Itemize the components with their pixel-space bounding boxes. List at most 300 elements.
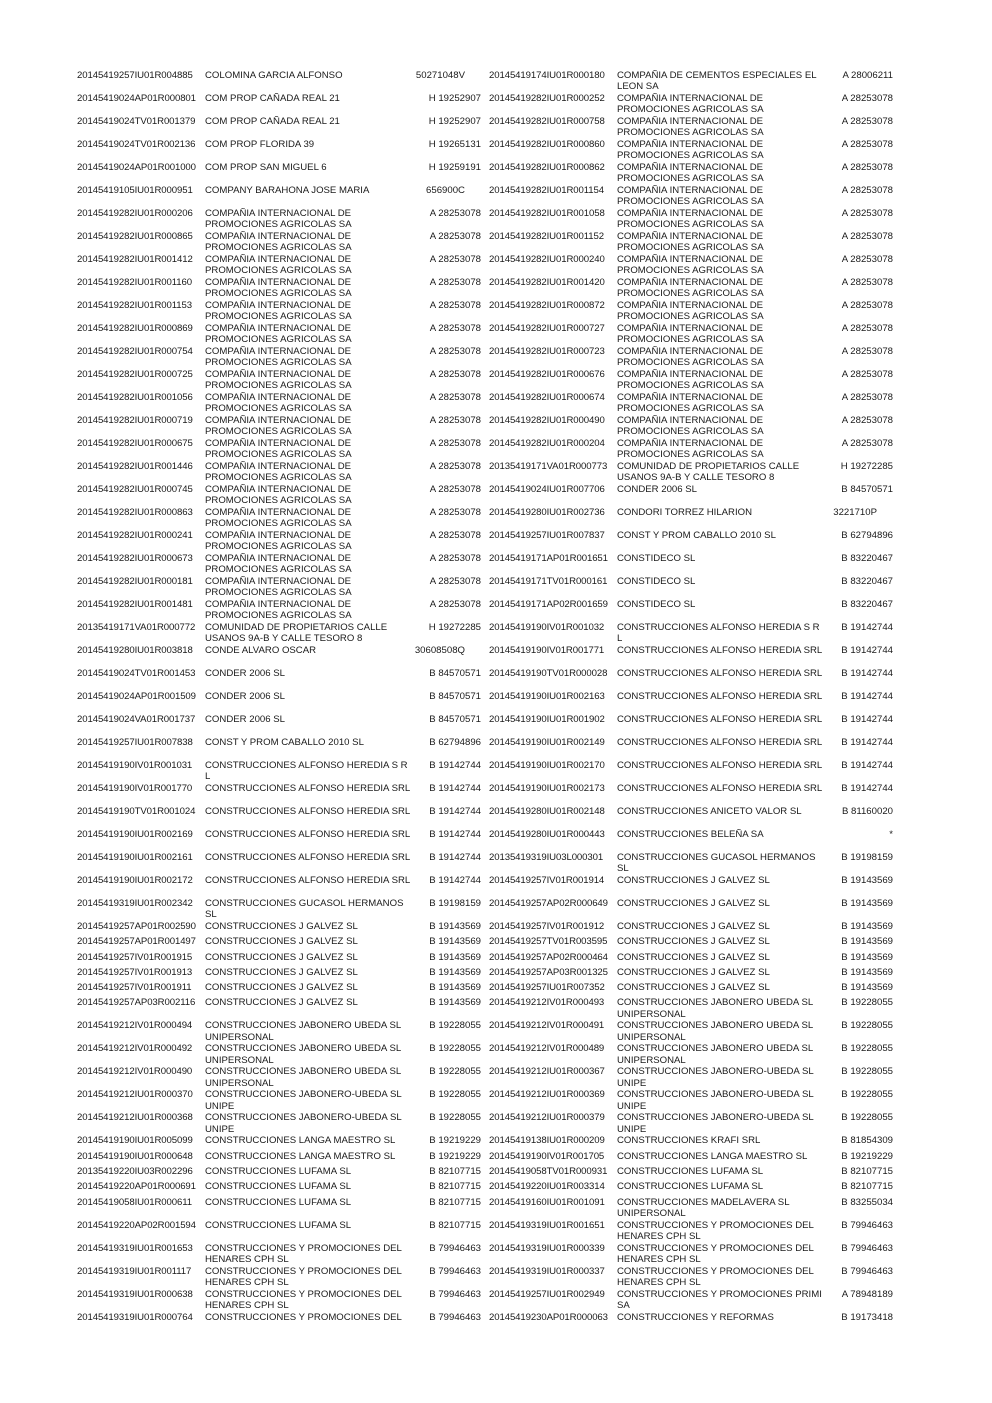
holder-name: CONSTRUCCIONES JABONERO UBEDA SL UNIPERSONAL: [205, 1043, 401, 1066]
tax-id: B 19142744: [429, 829, 481, 840]
holder-name: CONSTRUCCIONES ALFONSO HEREDIA SRL: [617, 645, 823, 656]
list-item: [77, 921, 487, 936]
holder-name: COMPAÑIA INTERNACIONAL DE PROMOCIONES AGRICOLAS SA: [205, 254, 352, 277]
record-code: 20145419190IV01R001032: [489, 622, 605, 633]
list-item: [77, 622, 487, 645]
list-item: [77, 1112, 487, 1135]
tax-id: B 19219229: [429, 1150, 481, 1162]
list-item: [77, 645, 487, 668]
record-code: 20135419319IU03L000301: [489, 852, 604, 863]
holder-name: CONSTRUCCIONES BELEÑA SA: [617, 829, 764, 840]
record-code: 20145419319IU01R001651: [489, 1219, 605, 1231]
holder-name: CONSTRUCCIONES J GALVEZ SL: [617, 898, 770, 909]
record-code: 20145419282IU01R000725: [77, 369, 193, 380]
holder-name: CONSTRUCCIONES JABONERO UBEDA SL UNIPERSONAL: [617, 997, 813, 1020]
record-code: 20145419212IV01R000490: [77, 1066, 193, 1078]
list-item: [489, 982, 899, 997]
tax-id: B 19143569: [429, 936, 481, 948]
tax-id: B 19143569: [841, 921, 893, 932]
list-item: [77, 346, 487, 369]
tax-id: B 19142744: [841, 714, 893, 725]
tax-id: A 28253078: [429, 392, 481, 403]
holder-name: COMPAÑIA INTERNACIONAL DE PROMOCIONES AGRICOLAS SA: [617, 185, 764, 208]
holder-name: COMPAÑIA INTERNACIONAL DE PROMOCIONES AGRICOLAS SA: [205, 346, 352, 369]
record-code: 20145419212IU01R000370: [77, 1089, 193, 1101]
tax-id: A 28253078: [429, 576, 481, 587]
holder-name: CONSTRUCCIONES LANGA MAESTRO SL: [205, 1150, 396, 1162]
record-code: 20145419212IV01R000489: [489, 1043, 605, 1055]
holder-name: CONDORI TORREZ HILARION: [617, 507, 753, 518]
list-item: [77, 415, 487, 438]
list-item: [489, 599, 899, 622]
tax-id: B 19142744: [841, 760, 893, 771]
holder-name: CONSTRUCCIONES J GALVEZ SL: [205, 997, 358, 1009]
record-code: 20145419282IU01R000860: [489, 139, 605, 150]
list-item: [77, 553, 487, 576]
holder-name: CONSTRUCCIONES ALFONSO HEREDIA S R L: [205, 760, 408, 783]
tax-id: H 19272285: [428, 622, 481, 633]
record-code: 20145419282IU01R001154: [489, 185, 604, 196]
record-code: 20145419190IU01R005099: [77, 1135, 193, 1147]
holder-name: CONDER 2006 SL: [205, 714, 285, 725]
holder-name: CONSTRUCCIONES JABONERO-UBEDA SL UNIPE: [617, 1112, 814, 1135]
record-code: 20145419282IU01R000862: [489, 162, 605, 173]
list-item: [77, 300, 487, 323]
record-code: 20145419282IU01R000241: [77, 530, 193, 541]
tax-id: B 19143569: [841, 951, 893, 963]
list-item: [77, 1220, 487, 1243]
record-code: 20145419319IU01R000764: [77, 1311, 193, 1323]
record-code: 20145419282IU01R000758: [489, 116, 605, 127]
holder-name: COMPAÑIA INTERNACIONAL DE PROMOCIONES AGRICOLAS SA: [617, 415, 764, 438]
list-item: [489, 346, 899, 369]
holder-name: CONSTRUCCIONES LUFAMA SL: [205, 1196, 352, 1208]
list-item: [489, 952, 899, 967]
holder-name: CONSTRUCCIONES LUFAMA SL: [205, 1181, 352, 1193]
record-code: 20145419212IU01R000369: [489, 1089, 605, 1101]
record-code: 20145419282IU01R000865: [77, 231, 193, 242]
holder-name: CONSTRUCCIONES J GALVEZ SL: [617, 966, 770, 978]
holder-name: COMPAÑIA INTERNACIONAL DE PROMOCIONES AGRICOLAS SA: [205, 576, 352, 599]
record-code: 20145419024TV01R001379: [77, 116, 196, 127]
list-item: [489, 231, 899, 254]
holder-name: CONSTIDECO SL: [617, 576, 696, 587]
list-item: [77, 461, 487, 484]
tax-id: B 79946463: [429, 1265, 481, 1277]
record-code: 20145419282IU01R000754: [77, 346, 193, 357]
list-item: [77, 162, 487, 185]
list-item: [489, 875, 899, 898]
tax-id: A 28253078: [841, 300, 893, 311]
tax-id: B 19228055: [841, 1089, 893, 1101]
list-item: [77, 829, 487, 852]
list-item: [77, 783, 487, 806]
record-code: 20145419160IU01R001091: [489, 1196, 605, 1208]
holder-name: CONSTRUCCIONES LUFAMA SL: [617, 1181, 764, 1193]
list-item: [489, 1112, 899, 1135]
list-item: [489, 1243, 899, 1266]
holder-name: CONSTRUCCIONES GUCASOL HERMANOS SL: [617, 852, 816, 875]
record-code: 20145419220AP02R001594: [77, 1219, 196, 1231]
tax-id: B 82107715: [429, 1181, 481, 1193]
tax-id: A 28253078: [841, 139, 893, 150]
tax-id: B 84570571: [429, 714, 481, 725]
record-code: 20145419190IU01R002173: [489, 783, 605, 794]
holder-name: CONDER 2006 SL: [205, 691, 285, 702]
list-item: [489, 70, 899, 93]
tax-id: A 28253078: [841, 392, 893, 403]
list-item: [77, 277, 487, 300]
record-code: 20145419024IU01R007706: [489, 484, 605, 495]
record-code: 20145419220AP01R000691: [77, 1181, 196, 1193]
record-code: 20135419171VA01R000772: [77, 622, 196, 633]
holder-name: CONSTRUCCIONES Y PROMOCIONES DEL HENARES CPH SL: [205, 1265, 402, 1288]
list-item: [489, 461, 899, 484]
holder-name: COMPAÑIA INTERNACIONAL DE PROMOCIONES AGRICOLAS SA: [205, 438, 352, 461]
holder-name: COMPAÑIA INTERNACIONAL DE PROMOCIONES AGRICOLAS SA: [205, 231, 352, 254]
list-item: [489, 806, 899, 829]
tax-id: B 84570571: [429, 668, 481, 679]
list-item: [489, 967, 899, 982]
list-item: [77, 760, 487, 783]
record-code: 20145419282IU01R001481: [77, 599, 193, 610]
record-code: 20145419190IU01R002169: [77, 829, 193, 840]
record-code: 20145419257AP02R000649: [489, 898, 608, 909]
record-code: 20145419282IU01R001420: [489, 277, 605, 288]
tax-id: 50271048V: [415, 70, 465, 81]
record-code: 20145419319IU01R000337: [489, 1265, 605, 1277]
holder-name: CONSTIDECO SL: [617, 553, 696, 564]
list-item: [77, 952, 487, 967]
record-code: 20145419220IU01R003314: [489, 1181, 605, 1193]
holder-name: COMPAÑIA INTERNACIONAL DE PROMOCIONES AGRICOLAS SA: [205, 461, 352, 484]
tax-id: A 28253078: [429, 369, 481, 380]
holder-name: CONSTRUCCIONES MADELAVERA SL UNIPERSONAL: [617, 1196, 790, 1219]
record-code: 20145419024VA01R001737: [77, 714, 196, 725]
tax-id: B 19143569: [429, 951, 481, 963]
record-code: 20145419282IU01R001412: [77, 254, 193, 265]
holder-name: CONSTRUCCIONES J GALVEZ SL: [617, 921, 770, 932]
record-code: 20145419190TV01R000028: [489, 668, 608, 679]
tax-id: B 19142744: [429, 760, 481, 771]
tax-id: A 28253078: [841, 116, 893, 127]
record-code: 20145419282IU01R000872: [489, 300, 605, 311]
list-item: [489, 829, 899, 852]
list-item: [77, 507, 487, 530]
record-code: 20145419024TV01R002136: [77, 139, 196, 150]
list-item: [489, 852, 899, 875]
tax-id: B 81160020: [841, 806, 893, 817]
holder-name: COMPAÑIA INTERNACIONAL DE PROMOCIONES AGRICOLAS SA: [205, 484, 352, 507]
record-code: 20145419257IV01R001912: [489, 921, 605, 932]
holder-name: CONSTRUCCIONES LANGA MAESTRO SL: [617, 1150, 808, 1162]
record-code: 20145419282IU01R000674: [489, 392, 605, 403]
tax-id: A 28253078: [429, 507, 481, 518]
holder-name: CONSTIDECO SL: [617, 599, 696, 610]
record-code: 20145419257IU01R007837: [489, 530, 605, 541]
tax-id: B 19142744: [429, 783, 481, 794]
record-code: 20145419174IU01R000180: [489, 70, 605, 81]
holder-name: CONSTRUCCIONES JABONERO-UBEDA SL UNIPE: [617, 1066, 814, 1089]
holder-name: COMPAÑIA INTERNACIONAL DE PROMOCIONES AGRICOLAS SA: [617, 323, 764, 346]
holder-name: COM PROP SAN MIGUEL 6: [205, 162, 327, 173]
tax-id: B 84570571: [841, 484, 893, 495]
record-code: 20145419257AP03R002116: [77, 997, 196, 1009]
holder-name: COMPAÑIA INTERNACIONAL DE PROMOCIONES AGRICOLAS SA: [617, 369, 764, 392]
record-code: 20145419282IU01R000240: [489, 254, 605, 265]
list-item: [489, 300, 899, 323]
list-item: [77, 691, 487, 714]
record-code: 20145419190IU01R002163: [489, 691, 605, 702]
record-code: 20145419024TV01R001453: [77, 668, 196, 679]
tax-id: B 19228055: [429, 1043, 481, 1055]
tax-id: B 19143569: [429, 997, 481, 1009]
list-item: [489, 783, 899, 806]
record-code: 20145419190IU01R000648: [77, 1150, 193, 1162]
holder-name: CONSTRUCCIONES ALFONSO HEREDIA SRL: [617, 714, 823, 725]
holder-name: CONST Y PROM CABALLO 2010 SL: [617, 530, 776, 541]
holder-name: CONSTRUCCIONES ALFONSO HEREDIA SRL: [617, 691, 823, 702]
tax-id: B 19198159: [841, 852, 893, 863]
list-item: [489, 162, 899, 185]
holder-name: CONSTRUCCIONES ALFONSO HEREDIA SRL: [205, 875, 411, 886]
tax-id: A 78948189: [841, 1288, 893, 1300]
record-code: 20145419212IV01R000493: [489, 997, 605, 1009]
tax-id: B 83220467: [841, 576, 893, 587]
holder-name: COMPAÑIA INTERNACIONAL DE PROMOCIONES AGRICOLAS SA: [617, 208, 764, 231]
record-code: 20145419282IU01R000673: [77, 553, 193, 564]
holder-name: COMPAÑIA INTERNACIONAL DE PROMOCIONES AGRICOLAS SA: [617, 93, 764, 116]
tax-id: A 28253078: [841, 369, 893, 380]
holder-name: COMUNIDAD DE PROPIETARIOS CALLE USANOS 9A-B Y CALLE TESORO 8: [617, 461, 800, 484]
holder-name: CONSTRUCCIONES ANICETO VALOR SL: [617, 806, 802, 817]
list-item: [489, 1135, 899, 1150]
holder-name: CONSTRUCCIONES JABONERO-UBEDA SL UNIPE: [205, 1112, 402, 1135]
tax-id: B 19142744: [841, 622, 893, 633]
holder-name: COMPAÑIA INTERNACIONAL DE PROMOCIONES AGRICOLAS SA: [205, 530, 352, 553]
record-code: 20145419319IU01R001653: [77, 1242, 193, 1254]
holder-name: COLOMINA GARCIA ALFONSO: [205, 70, 343, 81]
record-code: 20145419282IU01R000490: [489, 415, 605, 426]
record-code: 20145419257AP03R001325: [489, 966, 608, 978]
holder-name: COMPAÑIA DE CEMENTOS ESPECIALES EL LEON SA: [617, 70, 817, 93]
tax-id: B 19142744: [841, 668, 893, 679]
list-item: [489, 760, 899, 783]
record-code: 20145419105IU01R000951: [77, 185, 193, 196]
holder-name: CONDE ALVARO OSCAR: [205, 645, 317, 656]
list-item: [489, 530, 899, 553]
list-item: [489, 484, 899, 507]
list-item: [489, 668, 899, 691]
list-item: [77, 185, 487, 208]
tax-id: *: [889, 829, 893, 840]
list-item: [489, 1089, 899, 1112]
holder-name: CONSTRUCCIONES J GALVEZ SL: [205, 966, 358, 978]
record-code: 20145419282IU01R000206: [77, 208, 193, 219]
list-item: [489, 737, 899, 760]
holder-name: COMPAÑIA INTERNACIONAL DE PROMOCIONES AGRICOLAS SA: [205, 369, 352, 392]
record-code: 20145419319IU01R002342: [77, 898, 193, 909]
list-item: [77, 323, 487, 346]
list-item: [77, 1089, 487, 1112]
list-item: [489, 438, 899, 461]
holder-name: COMPAÑIA INTERNACIONAL DE PROMOCIONES AGRICOLAS SA: [617, 116, 764, 139]
list-item: [489, 392, 899, 415]
list-item: [489, 139, 899, 162]
holder-name: CONSTRUCCIONES ALFONSO HEREDIA SRL: [205, 852, 411, 863]
list-item: [489, 714, 899, 737]
holder-name: CONSTRUCCIONES LUFAMA SL: [205, 1166, 352, 1178]
list-item: [77, 1066, 487, 1089]
holder-name: CONSTRUCCIONES ALFONSO HEREDIA SRL: [205, 829, 411, 840]
list-item: [77, 1135, 487, 1150]
record-code: 20135419171VA01R000773: [489, 461, 608, 472]
holder-name: COMPANY BARAHONA JOSE MARIA: [205, 185, 370, 196]
tax-id: A 28253078: [429, 300, 481, 311]
record-code: 20145419190IV01R001771: [489, 645, 605, 656]
tax-id: B 19143569: [841, 898, 893, 909]
list-item: [77, 852, 487, 875]
list-item: [77, 576, 487, 599]
tax-id: A 28253078: [841, 162, 893, 173]
tax-id: B 82107715: [429, 1166, 481, 1178]
record-code: 20145419319IU01R000339: [489, 1242, 605, 1254]
holder-name: COMPAÑIA INTERNACIONAL DE PROMOCIONES AGRICOLAS SA: [205, 415, 352, 438]
record-code: 20145419282IU01R000719: [77, 415, 193, 426]
record-code: 20145419257IU01R002949: [489, 1288, 605, 1300]
tax-id: 656900C: [426, 185, 465, 196]
record-code: 20145419319IU01R000638: [77, 1288, 193, 1300]
list-item: [489, 1197, 899, 1220]
tax-id: B 19143569: [429, 982, 481, 994]
record-code: 20145419282IU01R000723: [489, 346, 605, 357]
list-item: [77, 1043, 487, 1066]
tax-id: A 28253078: [429, 323, 481, 334]
left-column: [77, 70, 487, 1335]
tax-id: A 28253078: [841, 438, 893, 449]
tax-id: B 79946463: [429, 1288, 481, 1300]
list-item: [489, 1066, 899, 1089]
tax-id: 30608508Q: [414, 645, 465, 656]
tax-id: B 79946463: [429, 1242, 481, 1254]
list-item: [77, 254, 487, 277]
holder-name: CONSTRUCCIONES JABONERO UBEDA SL UNIPERSONAL: [617, 1043, 813, 1066]
record-code: 20145419282IU01R000675: [77, 438, 193, 449]
record-code: 20145419230AP01R000063: [489, 1311, 608, 1323]
record-code: 20145419212IV01R000492: [77, 1043, 193, 1055]
tax-id: B 84570571: [429, 691, 481, 702]
tax-id: B 19143569: [429, 921, 481, 932]
list-item: [489, 254, 899, 277]
record-code: 20145419190IU01R002149: [489, 737, 605, 748]
tax-id: A 28253078: [429, 346, 481, 357]
record-code: 20145419257IU01R004885: [77, 70, 193, 81]
record-code: 20145419171AP01R001651: [489, 553, 608, 564]
list-item: [77, 714, 487, 737]
list-item: [489, 1166, 899, 1181]
tax-id: A 28006211: [842, 70, 893, 81]
record-code: 20145419280IU01R000443: [489, 829, 605, 840]
holder-name: COMPAÑIA INTERNACIONAL DE PROMOCIONES AGRICOLAS SA: [617, 277, 764, 300]
list-item: [489, 415, 899, 438]
list-item: [489, 997, 899, 1020]
list-item: [77, 208, 487, 231]
record-code: 20145419282IU01R000869: [77, 323, 193, 334]
list-item: [489, 1151, 899, 1166]
tax-id: A 28253078: [841, 415, 893, 426]
record-code: 20145419190IU01R002172: [77, 875, 193, 886]
list-item: [489, 1312, 899, 1335]
holder-name: CONSTRUCCIONES Y PROMOCIONES DEL HENARES CPH SL: [617, 1242, 814, 1265]
holder-name: CONSTRUCCIONES ALFONSO HEREDIA S R L: [617, 622, 820, 645]
record-code: 20135419220IU03R002296: [77, 1166, 193, 1178]
holder-name: CONSTRUCCIONES J GALVEZ SL: [617, 982, 770, 994]
tax-id: B 83220467: [841, 553, 893, 564]
list-item: [77, 1312, 487, 1335]
tax-id: A 28253078: [429, 208, 481, 219]
list-item: [77, 70, 487, 93]
record-code: 20145419058TV01R000931: [489, 1166, 608, 1178]
tax-id: B 19228055: [841, 997, 893, 1009]
holder-name: CONDER 2006 SL: [205, 668, 285, 679]
record-code: 20145419190IU01R001902: [489, 714, 605, 725]
tax-id: B 19219229: [429, 1135, 481, 1147]
list-item: [77, 982, 487, 997]
list-item: [489, 1220, 899, 1243]
record-code: 20145419190IV01R001770: [77, 783, 193, 794]
holder-name: CONSTRUCCIONES ALFONSO HEREDIA SRL: [617, 760, 823, 771]
tax-id: B 79946463: [429, 1311, 481, 1323]
tax-id: B 19198159: [429, 898, 481, 909]
tax-id: H 19272285: [840, 461, 893, 472]
record-code: 20145419280IU01R002736: [489, 507, 605, 518]
holder-name: CONSTRUCCIONES KRAFI SRL: [617, 1135, 761, 1147]
tax-id: B 19228055: [429, 1020, 481, 1032]
record-code: 20145419257IV01R001915: [77, 951, 193, 963]
list-item: [77, 1243, 487, 1266]
list-item: [489, 208, 899, 231]
record-code: 20145419190TV01R001024: [77, 806, 196, 817]
tax-id: A 28253078: [429, 553, 481, 564]
list-item: [77, 438, 487, 461]
tax-id: B 82107715: [429, 1196, 481, 1208]
tax-id: B 79946463: [841, 1265, 893, 1277]
holder-name: CONDER 2006 SL: [617, 484, 697, 495]
list-item: [489, 1043, 899, 1066]
tax-id: B 82107715: [841, 1166, 893, 1178]
tax-id: B 82107715: [841, 1181, 893, 1193]
record-code: 20145419282IU01R000745: [77, 484, 193, 495]
tax-id: B 83255034: [841, 1196, 893, 1208]
tax-id: A 28253078: [429, 438, 481, 449]
record-code: 20145419190IU01R002161: [77, 852, 193, 863]
tax-id: B 19228055: [841, 1066, 893, 1078]
holder-name: COM PROP CAÑADA REAL 21: [205, 116, 340, 127]
record-code: 20145419212IU01R000368: [77, 1112, 193, 1124]
holder-name: CONSTRUCCIONES GUCASOL HERMANOS SL: [205, 898, 404, 921]
record-code: 20145419282IU01R001160: [77, 277, 192, 288]
tax-id: B 19173418: [841, 1311, 893, 1323]
list-item: [489, 1266, 899, 1289]
tax-id: A 28253078: [841, 254, 893, 265]
holder-name: CONSTRUCCIONES J GALVEZ SL: [617, 951, 770, 963]
list-item: [77, 139, 487, 162]
holder-name: CONSTRUCCIONES J GALVEZ SL: [617, 875, 770, 886]
holder-name: CONSTRUCCIONES ALFONSO HEREDIA SRL: [617, 737, 823, 748]
tax-id: A 28253078: [429, 277, 481, 288]
holder-name: COMPAÑIA INTERNACIONAL DE PROMOCIONES AGRICOLAS SA: [617, 346, 764, 369]
tax-id: B 81854309: [841, 1135, 893, 1147]
